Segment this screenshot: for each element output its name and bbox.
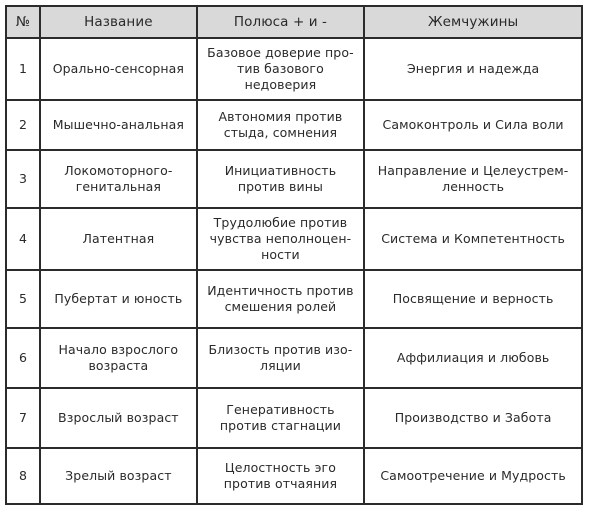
row-number: 3 — [6, 150, 40, 208]
row-number: 1 — [6, 38, 40, 100]
stage-name: Мышечно-анальная — [40, 100, 197, 150]
stage-pearls: Производство и Забота — [364, 388, 582, 448]
stage-poles: Инициативность против вины — [197, 150, 365, 208]
table-row — [6, 38, 582, 100]
table-row — [6, 208, 582, 270]
row-number: 6 — [6, 328, 40, 388]
header-name: Название — [40, 6, 197, 38]
stage-poles: Близость против изо-ляции — [197, 328, 365, 388]
row-number: 5 — [6, 270, 40, 328]
table-row — [6, 388, 582, 448]
header-pearls: Жемчужины — [364, 6, 582, 38]
stage-poles: Генеративность против стагнации — [197, 388, 365, 448]
stage-poles: Целостность эго против отчаяния — [197, 448, 365, 504]
stage-name: Пубертат и юность — [40, 270, 197, 328]
stage-pearls: Аффилиация и любовь — [364, 328, 582, 388]
stage-name: Орально-сенсорная — [40, 38, 197, 100]
header-number: № — [6, 6, 40, 38]
stage-name: Латентная — [40, 208, 197, 270]
table-row — [6, 448, 582, 504]
table-row — [6, 150, 582, 208]
stage-pearls: Самоотречение и Мудрость — [364, 448, 582, 504]
stage-pearls: Направление и Целеустрем-ленность — [364, 150, 582, 208]
row-number: 2 — [6, 100, 40, 150]
table-row — [6, 100, 582, 150]
stage-pearls: Посвящение и верность — [364, 270, 582, 328]
stage-pearls: Система и Компетентность — [364, 208, 582, 270]
table-row — [6, 270, 582, 328]
stage-poles: Трудолюбие против чувства неполноцен-ности — [197, 208, 365, 270]
stage-name: Начало взрослого возраста — [40, 328, 197, 388]
stage-poles: Базовое доверие про-тив базового недоверия — [197, 38, 365, 100]
stage-name: Взрослый возраст — [40, 388, 197, 448]
row-number: 8 — [6, 448, 40, 504]
row-number: 4 — [6, 208, 40, 270]
stage-poles: Автономия против стыда, сомнения — [197, 100, 365, 150]
header-poles: Полюса + и - — [197, 6, 365, 38]
stage-name: Локомоторного-генитальная — [40, 150, 197, 208]
stage-pearls: Энергия и надежда — [364, 38, 582, 100]
stages-table — [5, 5, 583, 505]
stage-pearls: Самоконтроль и Сила воли — [364, 100, 582, 150]
stage-poles: Идентичность против смешения ролей — [197, 270, 365, 328]
header-row — [6, 6, 582, 38]
table-row — [6, 328, 582, 388]
stage-name: Зрелый возраст — [40, 448, 197, 504]
row-number: 7 — [6, 388, 40, 448]
